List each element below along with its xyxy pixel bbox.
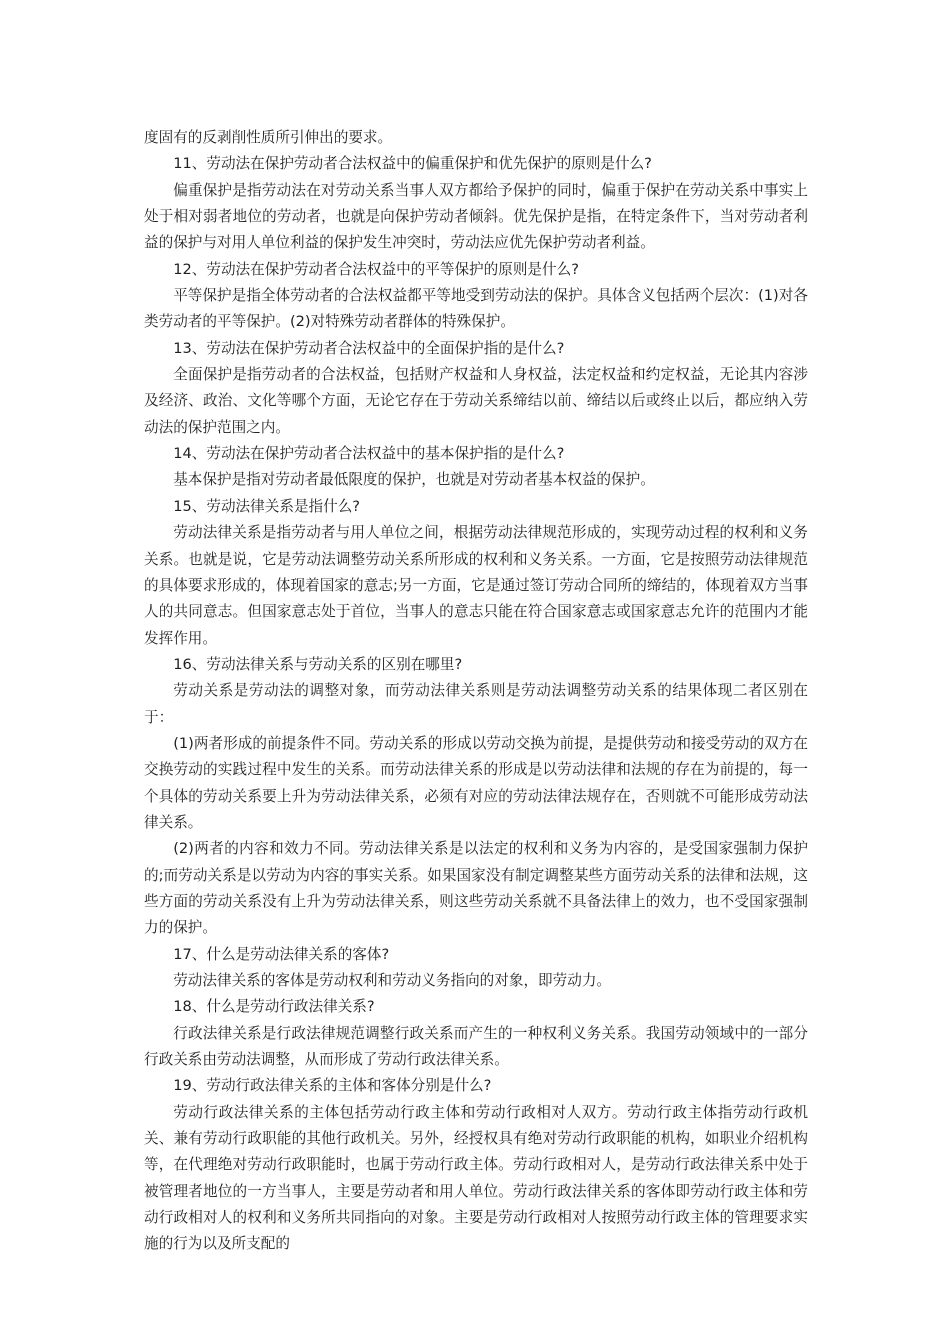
answer-17-paragraph: 劳动法律关系的客体是劳动权利和劳动义务指向的对象，即劳动力。 — [173, 972, 612, 989]
answer-18-paragraph: 行政法律关系是行政法律规范调整行政关系而产生的一种权利义务关系。我国劳动领域中的一部分行政关系由劳动法调整，从而形成了劳动行政法律关系。 — [144, 1024, 808, 1069]
question-16-heading: 16、劳动法律关系与劳动关系的区别在哪里? — [173, 655, 463, 673]
answer-14-paragraph: 基本保护是指对劳动者最低限度的保护，也就是对劳动者基本权益的保护。 — [173, 471, 655, 489]
answer-13-paragraph: 全面保护是指劳动者的合法权益，包括财产权益和人身权益，法定权益和约定权益，无论其内容涉及经济、政治、文化等哪个方面，无论它存在于劳动关系缔结以前、缔结以后或终止以后，都应纳入劳动法的保护范围之内。 — [144, 366, 808, 436]
answer-12-paragraph: 平等保护是指全体劳动者的合法权益都平等地受到劳动法的保护。具体含义包括两个层次：(1)对各类劳动者的平等保护。(2)对特殊劳动者群体的特殊保护。 — [144, 287, 808, 331]
question-18-heading: 18、什么是劳动行政法律关系? — [173, 998, 375, 1016]
answer-19-paragraph: 劳动行政法律关系的主体包括劳动行政主体和劳动行政相对人双方。劳动行政主体指劳动行政机关、兼有劳动行政职能的其他行政机关。另外，经授权具有绝对劳动行政职能的机构，如职业介绍机构等，在代理绝对劳动行政职能时，也属于劳动行政主体。劳动行政相对人，是劳动行政法律关系中处于被管理者地位的一方当事人，主要是劳动者和用人单位。劳动行政法律关系的客体即劳动行政主体和劳动行政相对人的权利和义务所共同指向的对象。主要是劳动行政相对人按照劳动行政主体的管理要求实施的行为以及所支配的 — [144, 1103, 808, 1253]
question-17-heading: 17、什么是劳动法律关系的客体? — [173, 945, 390, 963]
answer-11-paragraph: 偏重保护是指劳动法在对劳动关系当事人双方都给予保护的同时，偏重于保护在劳动关系中事实上处于相对弱者地位的劳动者，也就是向保护劳动者倾斜。优先保护是指，在特定条件下，当对劳动者利益的保护与对用人单位利益的保护发生冲突时，劳动法应优先保护劳动者利益。 — [144, 181, 808, 252]
question-15-heading: 15、劳动法律关系是指什么? — [173, 497, 361, 515]
question-14-heading: 14、劳动法在保护劳动者合法权益中的基本保护指的是什么? — [173, 445, 565, 463]
answer-15-paragraph: 劳动法律关系是指劳动者与用人单位之间，根据劳动法律规范形成的，实现劳动过程的权利和义务关系。也就是说，它是劳动法调整劳动关系所形成的权利和义务关系。一方面，它是按照劳动法律规范的具体要求形成的，体现着国家的意志;另一方面，它是通过签订劳动合同所的缔结的，体现着双方当事人的共同意志。但国家意志处于首位，当事人的意志只能在符合国家意志或国家意志允许的范围内才能发挥作用。 — [144, 524, 808, 647]
question-11-heading: 11、劳动法在保护劳动者合法权益中的偏重保护和优先保护的原则是什么? — [173, 155, 652, 173]
question-19-heading: 19、劳动行政法律关系的主体和客体分别是什么? — [173, 1077, 492, 1095]
question-13-heading: 13、劳动法在保护劳动者合法权益中的全面保护指的是什么? — [173, 339, 565, 357]
document-body — [144, 125, 808, 1258]
answer-16-intro-paragraph: 劳动关系是劳动法的调整对象，而劳动法律关系则是劳动法调整劳动关系的结果体现二者区别在于： — [144, 682, 808, 726]
question-12-heading: 12、劳动法在保护劳动者合法权益中的平等保护的原则是什么? — [173, 260, 579, 278]
answer-16-point-1-paragraph: (1)两者形成的前提条件不同。劳动关系的形成以劳动交换为前提，是提供劳动和接受劳动的双方在交换劳动的实践过程中发生的关系。而劳动法律关系的形成是以劳动法律和法规的存在为前提的，每一个具体的劳动关系要上升为劳动法律关系，必须有对应的劳动法律法规存在，否则就不可能形成劳动法律关系。 — [144, 734, 808, 831]
paragraph-continuation: 度固有的反剥削性质所引伸出的要求。 — [144, 129, 393, 146]
answer-16-point-2-paragraph: (2)两者的内容和效力不同。劳动法律关系是以法定的权利和义务为内容的，是受国家强制力保护的;而劳动关系是以劳动为内容的事实关系。如果国家没有制定调整某些方面劳动关系的法律和法规，这些方面的劳动关系没有上升为劳动法律关系，则这些劳动关系就不具备法律上的效力，也不受国家强制力的保护。 — [144, 840, 808, 937]
